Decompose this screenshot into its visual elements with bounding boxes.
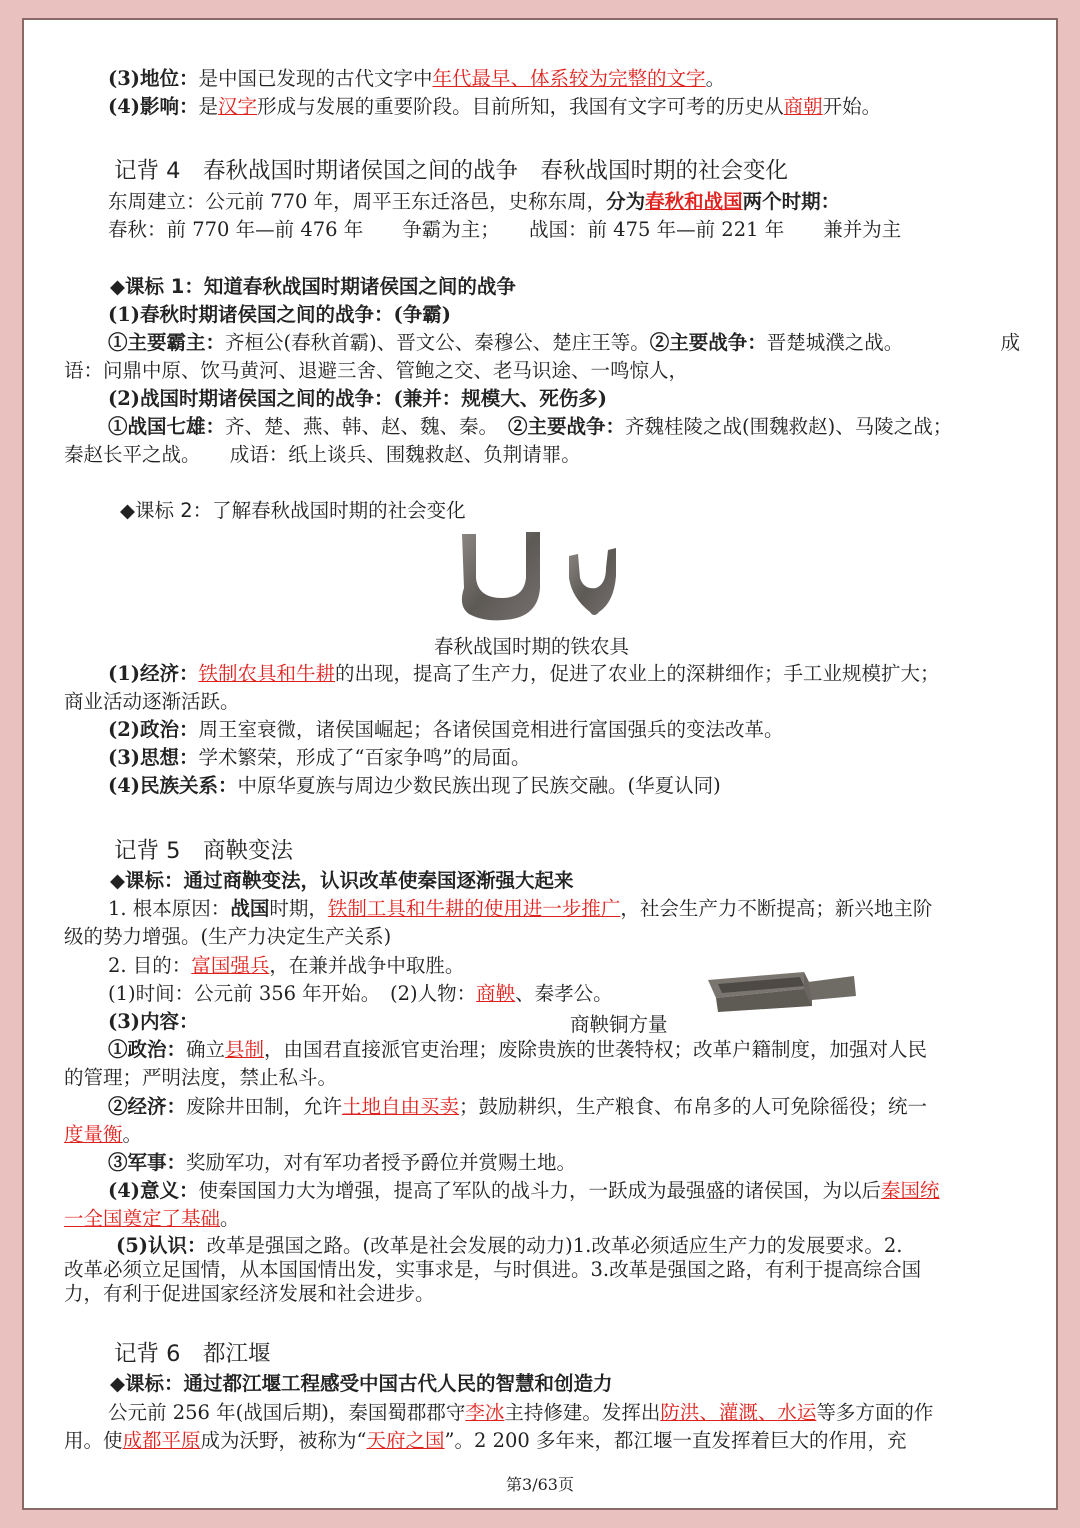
s4-standard-2: ◆课标 2：了解春秋战国时期的社会变化 [120, 499, 466, 522]
keyword: 年代最早、体系较为完整的文字 [432, 67, 706, 90]
s6-heading: 记背 6 都江堰 [114, 1341, 271, 1367]
s3-influence-line: (4)影响：是汉字形成与发展的重要阶段。目前所知，我国有文字可考的历史从商朝开始。 [108, 95, 882, 118]
s5-cause-line-2: 级的势力增强。(生产力决定生产关系) [64, 925, 392, 948]
s4-economy-line: (1)经济：铁制农具和牛耕的出现，提高了生产力，促进了农业上的深耕细作；手工业规模扩大； [108, 662, 940, 685]
page-number: 第3/63页 [506, 1475, 574, 1494]
s5-understanding-line-2: 改革必须立足国情，从本国国情出发，实事求是，与时俱进。3.改革是强国之路，有利于提高综合国 [64, 1258, 922, 1281]
iron-tools-image [444, 528, 644, 628]
s5-politics-line: ①政治：确立县制，由国君直接派官吏治理；废除贵族的世袭特权；改革户籍制度，加强对人民 [108, 1038, 928, 1061]
s4-hegemons-line: ①主要霸主：齐桓公(春秋首霸)、晋文公、秦穆公、楚庄王等。②主要战争：晋楚城濮之战。 成 [108, 331, 1020, 354]
s5-economy-line-2: 度量衡。 [64, 1123, 143, 1146]
s6-standard: ◆课标：通过都江堰工程感受中国古代人民的智慧和创造力 [110, 1372, 613, 1395]
s4-seven-states-line: ①战国七雄：齐、楚、燕、韩、赵、魏、秦。 ②主要战争：齐魏桂陵之战(围魏救赵)、马陵之战； [108, 415, 953, 438]
s4-politics-line: (2)政治：周王室衰微，诸侯国崛起；各诸侯国竞相进行富国强兵的变法改革。 [108, 718, 784, 741]
s4-ethnic-line: (4)民族关系：中原华夏族与周边少数民族出现了民族交融。(华夏认同) [108, 774, 721, 797]
s5-economy-line: ②经济：废除井田制，允许土地自由买卖；鼓励耕织，生产粮食、布帛多的人可免除徭役；统一 [108, 1095, 928, 1118]
s5-content-label: (3)内容： [108, 1010, 199, 1033]
s5-standard: ◆课标：通过商鞅变法，认识改革使秦国逐渐强大起来 [110, 869, 574, 892]
s4-war-line-2: 秦赵长平之战。 成语：纸上谈兵、围魏救赵、负荆请罪。 [64, 443, 581, 466]
s4-heading: 记背 4 春秋战国时期诸侯国之间的战争 春秋战国时期的社会变化 [114, 158, 788, 184]
s5-significance-line: (4)意义：使秦国国力大为增强，提高了军队的战斗力，一跃成为最强盛的诸侯国，为以后秦国统 [108, 1179, 940, 1202]
s4-periods: 春秋：前 770 年—前 476 年 争霸为主； 战国：前 475 年—前 221 年 兼并为主 [108, 218, 902, 241]
s5-understanding-line: (5)认识：改革是强国之路。(改革是社会发展的动力)1.改革必须适应生产力的发展要求。2. [116, 1234, 903, 1257]
s5-heading: 记背 5 商鞅变法 [114, 838, 293, 864]
s5-understanding-line-3: 力，有利于促进国家经济发展和社会进步。 [64, 1282, 435, 1305]
iron-tools-caption: 春秋战国时期的铁农具 [434, 635, 630, 658]
s6-line-2: 用。使成都平原成为沃野，被称为“天府之国”。2 200 多年来，都江堰一直发挥着巨大的作用，充 [64, 1429, 907, 1452]
s4-standard-1: ◆课标 1：知道春秋战国时期诸侯国之间的战争 [110, 275, 516, 298]
s5-time-person-line: (1)时间：公元前 356 年开始。 (2)人物：商鞅、秦孝公。 [108, 982, 613, 1005]
s4-idioms-line: 语：问鼎中原、饮马黄河、退避三舍、管鲍之交、老马识途、一鸣惊人， [64, 359, 689, 382]
s4-thought-line: (3)思想：学术繁荣，形成了“百家争鸣”的局面。 [108, 746, 531, 769]
bronze-measure-caption: 商鞅铜方量 [570, 1013, 668, 1036]
s5-military-line: ③军事：奖励军功，对有军功者授予爵位并赏赐土地。 [108, 1151, 577, 1174]
s5-cause-line: 1. 根本原因：战国时期，铁制工具和牛耕的使用进一步推广，社会生产力不断提高；新兴地主阶 [108, 897, 933, 920]
s4-intro: 东周建立：公元前 770 年，周平王东迁洛邑，史称东周，分为春秋和战国两个时期： [108, 190, 841, 213]
s5-goal-line: 2. 目的：富国强兵，在兼并战争中取胜。 [108, 954, 465, 977]
bronze-measure-image [704, 960, 860, 1012]
s4-sub-2: (2)战国时期诸侯国之间的战争：(兼并：规模大、死伤多) [108, 387, 607, 410]
s5-politics-line-2: 的管理；严明法度，禁止私斗。 [64, 1066, 338, 1089]
s4-economy-line-2: 商业活动逐渐活跃。 [64, 690, 240, 713]
s5-significance-line-2: 一全国奠定了基础。 [64, 1207, 240, 1230]
document-page [22, 18, 1058, 1510]
s6-line-1: 公元前 256 年(战国后期)，秦国蜀郡郡守李冰主持修建。发挥出防洪、灌溉、水运等多方面的作 [108, 1401, 934, 1424]
s4-sub-1: (1)春秋时期诸侯国之间的战争：(争霸) [108, 303, 451, 326]
s3-position-line: (3)地位：是中国已发现的古代文字中年代最早、体系较为完整的文字。 [108, 67, 726, 90]
